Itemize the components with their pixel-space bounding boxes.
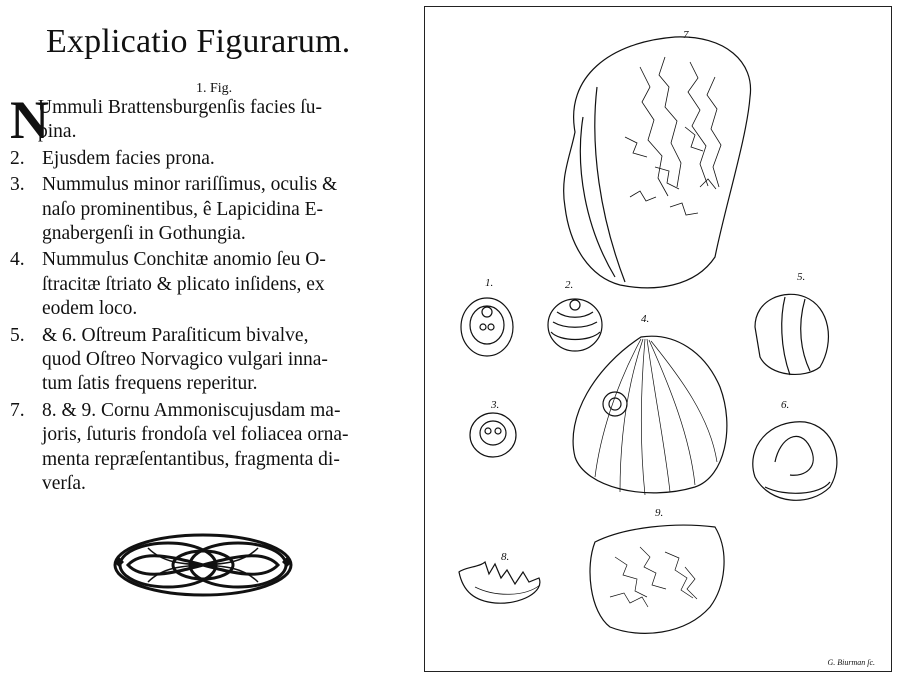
figure-label: 3.: [491, 399, 500, 411]
entry-1: [8, 90, 413, 150]
fossil-fig-7: [564, 37, 751, 288]
fossil-fig-3: [470, 413, 516, 457]
figure-label: 2.: [565, 279, 574, 291]
entry-line: joris, ſuturis frondoſa vel foliacea orna-: [42, 424, 349, 446]
entry-line: pina.: [38, 121, 77, 143]
entry-line: gnabergenſi in Gothungia.: [42, 223, 246, 245]
entry-line: tum ſatis frequens reperitur.: [42, 373, 258, 395]
figure-label: 1.: [485, 277, 494, 289]
entry-line: ſtracitæ ſtriato & plicato inſidens, ex: [42, 273, 325, 295]
figure-label: 6.: [781, 399, 790, 411]
engraver-signature: G. Biurman ſc.: [827, 658, 875, 667]
fossil-fig-5: [755, 294, 828, 375]
figure-explanations: [8, 90, 413, 499]
entry-line: menta repræſentantibus, fragmenta di-: [42, 448, 340, 470]
fossil-fig-6: [753, 422, 837, 501]
fossil-illustrations: [425, 7, 891, 671]
entry-4: [8, 248, 413, 321]
entry-line: Nummulus minor rariſſimus, oculis &: [42, 174, 338, 196]
entry-line: 8. & 9. Cornu Ammoniscujusdam ma-: [42, 399, 341, 421]
entry-number: 7.: [10, 399, 25, 421]
knot-ornament: [108, 528, 298, 602]
figure-label: 4.: [641, 313, 650, 325]
fossil-fig-2: [548, 299, 602, 351]
entry-line: & 6. Oſtreum Paraſiticum bivalve,: [42, 324, 309, 346]
fossil-fig-1: [461, 298, 513, 356]
entry-number: 3.: [10, 174, 25, 196]
drop-cap: N: [10, 90, 49, 150]
entry-3: [8, 173, 413, 246]
entry-number: 4.: [10, 249, 25, 271]
figure-label: 7.: [683, 29, 692, 41]
figure-label: 9.: [655, 507, 664, 519]
entry-line: eodem loco.: [42, 298, 138, 320]
fossil-fig-9: [590, 525, 724, 633]
entry-line: verſa.: [42, 473, 86, 495]
entry-number: 2.: [10, 147, 25, 169]
entry-line: Nummulus Conchitæ anomio ſeu O-: [42, 249, 326, 271]
entry-2: [8, 147, 413, 171]
figure-label: 8.: [501, 551, 510, 563]
entry-number: 5.: [10, 324, 25, 346]
fossil-fig-4: [573, 336, 727, 495]
entry-line: naſo prominentibus, ê Lapicidina E-: [42, 198, 324, 220]
fig-heading: 1. Fig.: [196, 81, 233, 96]
entry-line: quod Oſtreo Norvagico vulgari inna-: [42, 349, 328, 371]
entry-5: [8, 324, 413, 397]
entry-line: Ummuli Brattensburgenſis facies ſu-: [38, 97, 322, 118]
entry-line: Ejusdem facies prona.: [42, 147, 215, 169]
figure-label: 5.: [797, 271, 806, 283]
entry-6: [8, 399, 413, 497]
page-title: Explicatio Figurarum.: [46, 23, 351, 60]
engraved-plate: [424, 6, 892, 672]
fossil-fig-8: [459, 562, 540, 603]
